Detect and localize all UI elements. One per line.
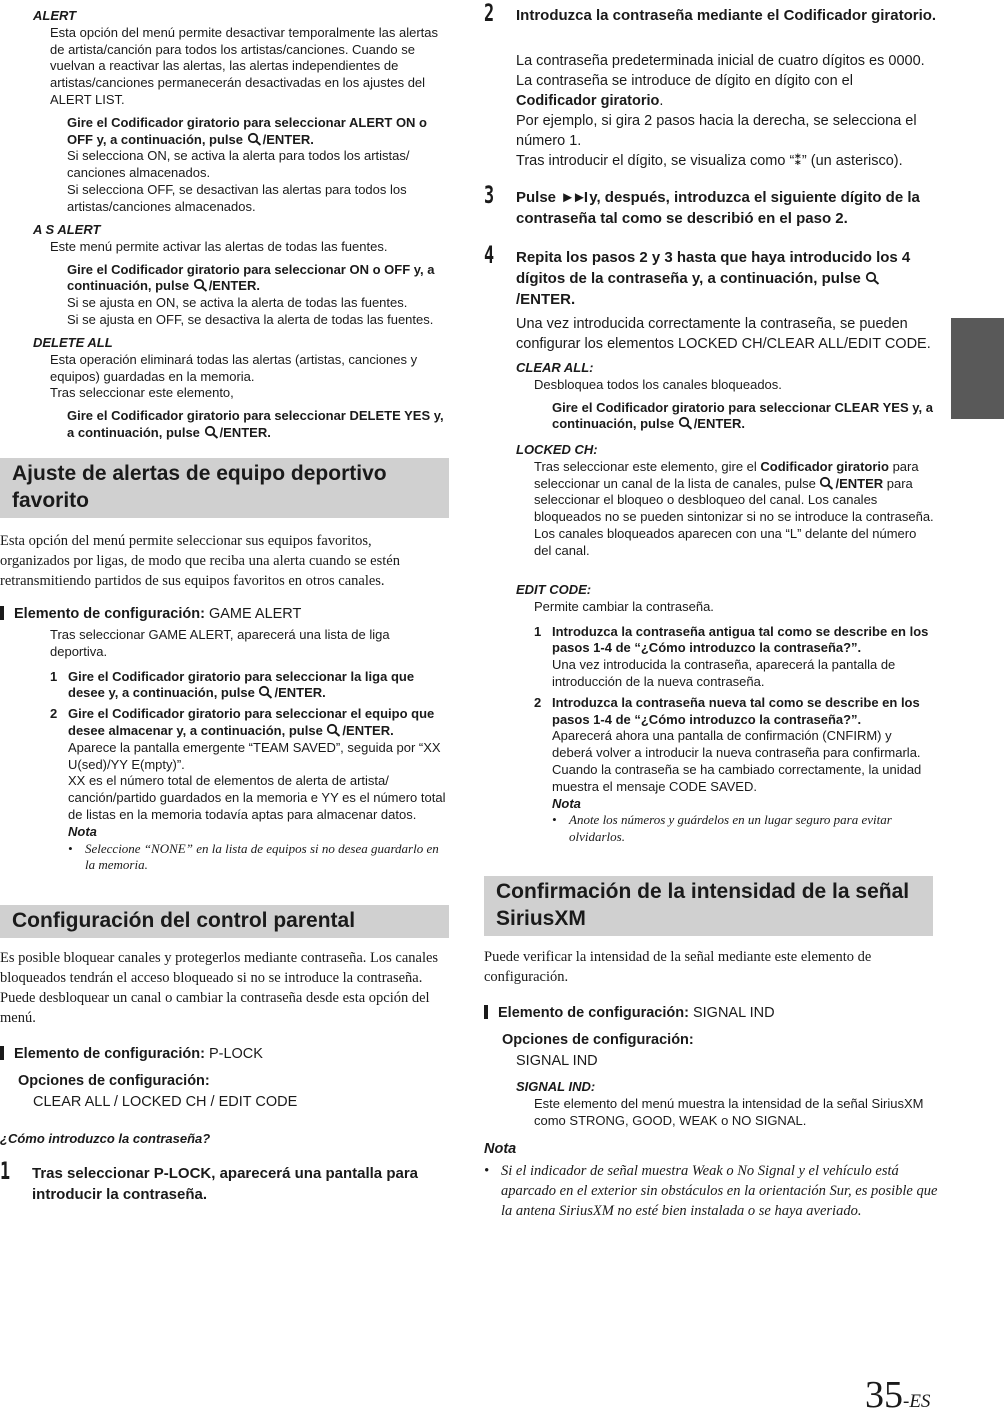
search-enter-icon: [204, 425, 220, 439]
asalert-instruction: Gire el Codificador giratorio para seleccionar ON o OFF y, a continuación, pulse /ENTER. Si se ajusta en ON, se activa la alerta de todas las fuentes. Si se ajusta en OFF, se desactiva la alerta de todas las fuentes.: [33, 262, 449, 329]
edit-code-block: EDIT CODE: Permite cambiar la contraseña. 1 Introduzca la contraseña antigua tal como se describe en los pasos 1-4 de “¿Cómo introduzco la contraseña?”. Una vez introducida la contraseña, aparecerá la pantalla de introducción de la nueva contraseña. 2 Introduzca la contraseña nueva tal como se describe en los pasos 1-4 de “¿Cómo introduzco la contraseña?”. Aparecerá ahora una pantalla de confirmación (CNFIRM) y deberá volver a introducir la nueva contraseña para confirmarla. Cuando la contraseña se ha cambiado correctamente, la unidad muestra el mensaje CODE SAVED. Nota • Anote los números y guárdelos en un lugar seguro para evitar olvidarlos.: [516, 582, 934, 846]
step4-body: Una vez introducida correctamente la contraseña, se pueden configurar los elementos LOCKED CH/CLEAR ALL/EDIT CODE.: [516, 316, 931, 352]
next-track-icon: ►►I: [560, 189, 586, 206]
signal-options-label: Opciones de configuración:: [502, 1032, 694, 1048]
edit-code-step-1: 1 Introduzca la contraseña antigua tal como se describe en los pasos 1-4 de “¿Cómo introduzco la contraseña?”. Una vez introducida la contraseña, aparecerá la pantalla de introducción de la nueva contraseña.: [534, 623, 929, 689]
game-alert-popup-text: Aparece la pantalla emergente “TEAM SAVED”, seguida por “XX U(sed)/YY E(mpty)”.: [68, 739, 441, 772]
alert-instruction: Gire el Codificador giratorio para seleccionar ALERT ON o OFF y, a continuación, pulse /ENTER. Si selecciona ON, se activa la alerta para todos los artistas/ canciones almacenados. Si selecciona OFF, se desactivan las alertas para todos los artistas/canciones almacenados.: [33, 115, 449, 216]
deleteall-desc2: Tras seleccionar este elemento,: [50, 385, 234, 401]
square-bullet-icon: [0, 1046, 4, 1060]
note-label: Nota: [68, 823, 97, 839]
page-number: 35-ES: [865, 1374, 931, 1416]
search-enter-icon: [258, 685, 274, 699]
sport-alerts-intro: Esta opción del menú permite seleccionar sus equipos favoritos, organizados por ligas, de modo que reciba una alerta cuando se estén retransmitiendo partidos de sus equipos favoritos en otros canales.: [0, 533, 400, 589]
locked-ch-block: LOCKED CH: Tras seleccionar este elemento, gire el Codificador giratorio para seleccionar un canal de la lista de canales, pulse /ENTER para seleccionar el bloqueo o desbloqueo del canal. Los canales bloqueados no se pueden sintonizar si no se introduce la contraseña. Los canales bloqueados aparecen con una “L” delante del número del canal.: [516, 442, 934, 558]
alert-on-text: Si selecciona ON, se activa la alerta para todos los artistas/ canciones almacenados.: [67, 148, 410, 181]
plock-options-value: CLEAR ALL / LOCKED CH / EDIT CODE: [33, 1094, 298, 1110]
section-title-parental-control: Configuración del control parental: [0, 905, 449, 938]
howto-heading: ¿Cómo introduzco la contraseña?: [0, 1131, 211, 1146]
section-tab-marker: [951, 318, 1004, 419]
search-enter-icon: [678, 416, 694, 430]
signal-strength-intro: Puede verificar la intensidad de la señal mediante este elemento de configuración.: [484, 949, 872, 985]
game-alert-step-2: 2 Gire el Codificador giratorio para seleccionar el equipo que desee almacenar y, a continuación, pulse /ENTER. Aparece la pantalla emergente “TEAM SAVED”, seguida por “XX U(sed)/YY E(mpty)”. XX es el número total de elementos de alerta de artista/ canción/partido guardados en la memoria e YY es el número total de listas en la memoria todavía aptas para almacenar datos. Nota • Seleccione “NONE” en la lista de equipos si no desea guardarlo en la memoria.: [50, 706, 449, 874]
search-enter-icon: [326, 723, 342, 737]
deleteall-desc: Esta operación eliminará todas las alertas (artistas, canciones y equipos) guardadas en la memoria.: [50, 351, 418, 384]
signal-note: • Si el indicador de señal muestra Weak o No Signal y el vehículo está aparcado en el exterior sin obstáculos en la orientación Sur, es posible que la antena SiriusXM no esté bien instalada o se haya averiado.: [484, 1163, 938, 1219]
deleteall-block: [33, 335, 449, 442]
search-enter-icon: [247, 132, 263, 146]
game-alert-body: [50, 627, 449, 874]
square-bullet-icon: [0, 606, 4, 620]
signal-setting: Elemento de configuración: SIGNAL IND: [484, 1003, 933, 1023]
asterisk-glyph: ⁑: [794, 153, 802, 169]
asalert-block: [33, 222, 449, 329]
deleteall-instruction: Gire el Codificador giratorio para seleccionar DELETE YES y, a continuación, pulse /ENTER.: [67, 408, 444, 440]
game-alert-after-text: Tras seleccionar GAME ALERT, aparecerá una lista de liga deportiva.: [50, 627, 390, 659]
signal-options-value: SIGNAL IND: [516, 1053, 598, 1069]
password-step-3: 3 Pulse ►►I y, después, introduzca el siguiente dígito de la contraseña tal como se describió en el paso 2.: [484, 181, 920, 227]
section-title-sport-alerts: Ajuste de alertas de equipo deportivo favorito: [0, 458, 449, 518]
game-alert-count-text: XX es el número total de elementos de alerta de artista/ canción/partido guardados en la memoria e YY es el número total de listas en la memoria todavía aptas para almacenar datos.: [68, 773, 446, 822]
edit-code-step-2: 2 Introduzca la contraseña nueva tal como se describe en los pasos 1-4 de “¿Cómo introduzco la contraseña?”. Aparecerá ahora una pantalla de confirmación (CNFIRM) y deberá volver a introducir la nueva contraseña para confirmarla. Cuando la contraseña se ha cambiado correctamente, la unidad muestra el mensaje CODE SAVED. Nota • Anote los números y guárdelos en un lugar seguro para evitar olvidarlos.: [534, 695, 934, 846]
note-label: Nota: [552, 795, 581, 811]
clear-all-block: CLEAR ALL: Desbloquea todos los canales bloqueados. Gire el Codificador giratorio para seleccionar CLEAR YES y, a continuación, pulse /ENTER.: [516, 360, 933, 432]
game-alert-note: • Seleccione “NONE” en la lista de equipos si no desea guardarlo en la memoria.: [68, 840, 439, 873]
search-enter-icon: [193, 278, 209, 292]
plock-options-label: Opciones de configuración:: [18, 1073, 210, 1089]
asalert-off-text: Si se ajusta en OFF, se desactiva la alerta de todas las fuentes.: [67, 311, 434, 327]
deleteall-term: DELETE ALL: [33, 335, 113, 350]
square-bullet-icon: [484, 1005, 488, 1019]
search-enter-icon: [865, 271, 881, 285]
parental-control-intro: Es posible bloquear canales y protegerlos mediante contraseña. Los canales bloqueados tendrán el acceso bloqueado si no se introduce la contraseña. Puede desbloquear un canal o cambiar la contraseña desde esta opción del menú.: [0, 950, 439, 1026]
game-alert-setting: Elemento de configuración: GAME ALERT: [0, 604, 449, 624]
alert-block: [33, 8, 449, 216]
plock-setting: Elemento de configuración: P-LOCK: [0, 1044, 449, 1064]
search-enter-icon: [819, 476, 835, 490]
asalert-on-text: Si se ajusta en ON, se activa la alerta de todas las fuentes.: [67, 295, 408, 311]
signal-ind-block: SIGNAL IND: Este elemento del menú muestra la intensidad de la señal SiriusXM como STRONG, GOOD, WEAK o NO SIGNAL.: [516, 1079, 924, 1128]
password-step-2: 2 Introduzca la contraseña mediante el Codificador giratorio.: [484, 0, 937, 27]
password-step-4: 4 Repita los pasos 2 y 3 hasta que haya introducido los 4 dígitos de la contraseña y, a continuación, pulse /ENTER.: [484, 241, 911, 308]
clear-all-instruction: Gire el Codificador giratorio para seleccionar CLEAR YES y, a continuación, pulse /ENTER.: [552, 399, 933, 432]
section-title-signal-strength: Confirmación de la intensidad de la señal SiriusXM: [484, 876, 933, 936]
alert-desc: Esta opción del menú permite desactivar temporalmente las alertas de artista/canción para todos los artistas/canciones. Cuando se vuelvan a reactivar las alertas, las alertas independientes de artistas/canciones permanecerán desactivadas en los ajustes del ALERT LIST.: [50, 24, 439, 107]
password-step-1: 1 Tras seleccionar P-LOCK, aparecerá una pantalla para introducir la contraseña.: [0, 1157, 419, 1203]
edit-code-note: • Anote los números y guárdelos en un lugar seguro para evitar olvidarlos.: [552, 812, 892, 845]
asalert-desc: Este menú permite activar las alertas de todas las fuentes.: [50, 238, 388, 254]
alert-term: ALERT: [33, 8, 77, 23]
note-label: Nota: [484, 1141, 517, 1157]
alert-off-text: Si selecciona OFF, se desactivan las alertas para todos los artistas/canciones almacenados.: [67, 181, 407, 214]
asalert-term: A S ALERT: [33, 222, 101, 237]
game-alert-step-1: 1 Gire el Codificador giratorio para seleccionar la liga que desee y, a continuación, pulse /ENTER.: [50, 668, 415, 701]
step2-body: La contraseña predeterminada inicial de cuatro dígitos es 0000. La contraseña se introduce de dígito en dígito con el Codificador giratorio. Por ejemplo, si gira 2 pasos hacia la derecha, se selecciona el número 1. Tras introducir el dígito, se visualiza como “⁑” (un asterisco).: [516, 53, 925, 169]
